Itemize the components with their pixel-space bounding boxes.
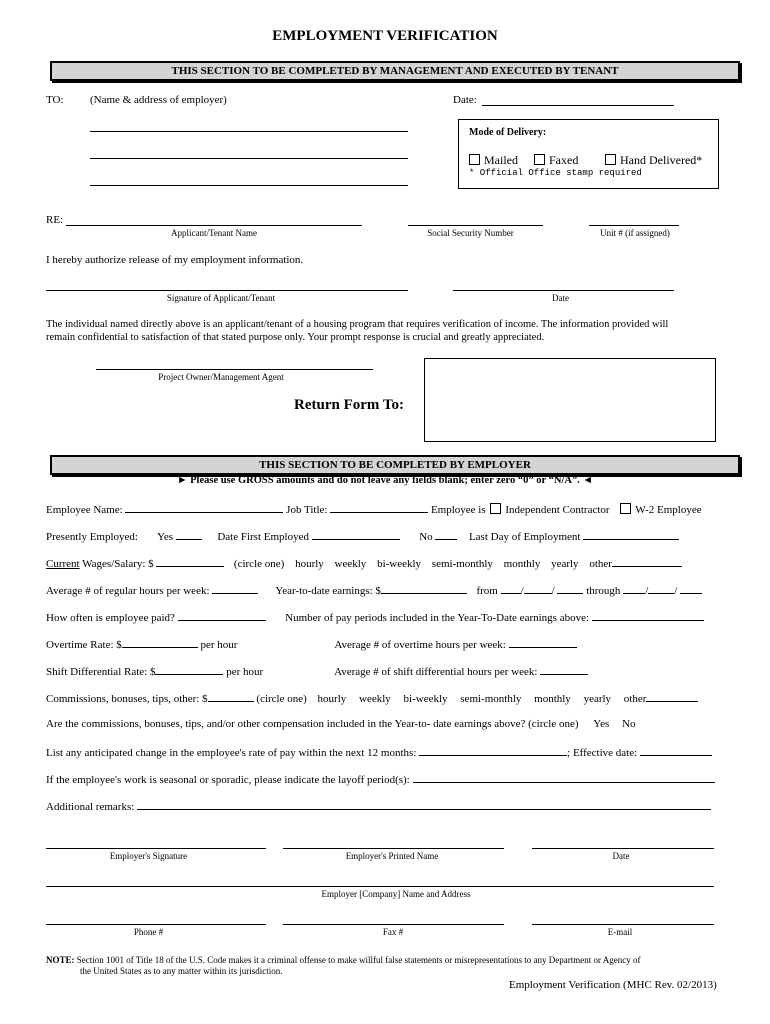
faxed-checkbox[interactable] bbox=[534, 154, 545, 165]
through-year-field[interactable] bbox=[680, 583, 702, 594]
through-day-field[interactable] bbox=[648, 583, 674, 594]
commissions-field[interactable] bbox=[208, 691, 254, 702]
shift-differential-row: Shift Differential Rate: $ per hour Average # of shift differential hours per week: bbox=[46, 664, 588, 678]
employer-address-line-1[interactable] bbox=[90, 131, 408, 132]
legal-note: NOTE: Section 1001 of Title 18 of the U.S. Code makes it a criminal offense to make willful false statements or misrepresentations to any Department or Agency of bbox=[46, 955, 641, 965]
email-caption: E-mail bbox=[607, 927, 633, 937]
page-title: EMPLOYMENT VERIFICATION bbox=[272, 28, 498, 44]
employer-date-caption: Date bbox=[612, 851, 630, 861]
anticipated-change-field[interactable] bbox=[419, 745, 567, 756]
ytd-earnings-field[interactable] bbox=[381, 583, 467, 594]
avg-overtime-field[interactable] bbox=[509, 637, 577, 648]
commissions-row: Commissions, bonuses, tips, other: $ (circle one) hourly weekly bi-weekly semi-monthly monthly yearly other bbox=[46, 691, 698, 705]
employer-printed-name-field[interactable] bbox=[283, 848, 504, 849]
employer-signature-caption: Employer's Signature bbox=[109, 851, 188, 861]
wages-semimonthly[interactable]: semi-monthly bbox=[431, 558, 493, 570]
email-field[interactable] bbox=[532, 924, 714, 925]
applicant-signature-field[interactable] bbox=[46, 290, 408, 291]
wages-weekly[interactable]: weekly bbox=[334, 558, 367, 570]
to-label: TO: bbox=[46, 94, 64, 106]
mode-note: * Official Office stamp required bbox=[469, 168, 642, 178]
comm-semimonthly[interactable]: semi-monthly bbox=[460, 693, 522, 705]
wages-yearly[interactable]: yearly bbox=[551, 558, 579, 570]
employee-name-row: Employee Name: Job Title: Employee is Independent Contractor W-2 Employee bbox=[46, 504, 702, 516]
wages-other-field[interactable] bbox=[612, 556, 682, 567]
ssn-field[interactable] bbox=[408, 225, 543, 226]
comm-biweekly[interactable]: bi-weekly bbox=[403, 693, 448, 705]
avg-shift-field[interactable] bbox=[540, 664, 588, 675]
phone-caption: Phone # bbox=[133, 927, 164, 937]
signature-caption: Signature of Applicant/Tenant bbox=[166, 293, 276, 303]
legal-note-line-2: the United States as to any matter within its jurisdiction. bbox=[80, 966, 283, 976]
remarks-field[interactable] bbox=[137, 799, 711, 810]
re-label: RE: bbox=[46, 214, 64, 226]
authorize-text: I hereby authorize release of my employment information. bbox=[46, 254, 304, 266]
pay-frequency-row: How often is employee paid? Number of pay periods included in the Year-To-Date earnings above: bbox=[46, 610, 704, 624]
signature-date-caption: Date bbox=[552, 293, 569, 303]
shift-rate-field[interactable] bbox=[155, 664, 223, 675]
comm-other-field[interactable] bbox=[646, 691, 698, 702]
hand-delivered-checkbox[interactable] bbox=[605, 154, 616, 165]
date-label: Date: bbox=[453, 94, 477, 106]
wages-monthly[interactable]: monthly bbox=[503, 558, 541, 570]
independent-contractor-checkbox[interactable] bbox=[490, 503, 501, 514]
avg-hours-field[interactable] bbox=[212, 583, 258, 594]
last-day-field[interactable] bbox=[583, 529, 679, 540]
comm-monthly[interactable]: monthly bbox=[534, 693, 571, 705]
return-address-box[interactable] bbox=[424, 358, 716, 442]
pay-frequency-field[interactable] bbox=[178, 610, 266, 621]
hours-ytd-row: Average # of regular hours per week: Year-to-date earnings: $ from / / through / / bbox=[46, 583, 702, 597]
overtime-row: Overtime Rate: $ per hour Average # of overtime hours per week: bbox=[46, 637, 577, 651]
through-month-field[interactable] bbox=[623, 583, 645, 594]
comm-other[interactable]: other bbox=[623, 693, 647, 705]
unit-caption: Unit # (if assigned) bbox=[600, 228, 670, 238]
fax-field[interactable] bbox=[283, 924, 504, 925]
employer-company-caption: Employer [Company] Name and Address bbox=[321, 889, 471, 899]
mode-title: Mode of Delivery: bbox=[469, 127, 547, 138]
overtime-rate-field[interactable] bbox=[122, 637, 198, 648]
wages-hourly[interactable]: hourly bbox=[295, 558, 324, 570]
employer-company-field[interactable] bbox=[46, 886, 714, 887]
remarks-row: Additional remarks: bbox=[46, 799, 711, 813]
phone-field[interactable] bbox=[46, 924, 266, 925]
presently-yes-field[interactable] bbox=[176, 529, 202, 540]
included-question-row: Are the commissions, bonuses, tips, and/or other compensation included in the Year-to- date earnings above? (circle one) Yes No bbox=[46, 718, 636, 730]
hand-delivered-option[interactable]: Hand Delivered* bbox=[605, 153, 702, 168]
employer-address-line-3[interactable] bbox=[90, 185, 408, 186]
gross-instruction: ► Please use GROSS amounts and do not leave any fields blank; enter zero “0” or “N/A”. ◄ bbox=[177, 475, 593, 486]
faxed-option[interactable]: Faxed bbox=[534, 153, 578, 168]
from-day-field[interactable] bbox=[524, 583, 552, 594]
effective-date-field[interactable] bbox=[640, 745, 712, 756]
paragraph-line-2: remain confidential to satisfaction of that stated purpose only. Your prompt response is crucial and greatly appreciated. bbox=[46, 332, 545, 343]
date-first-employed-field[interactable] bbox=[312, 529, 400, 540]
anticipated-change-row: List any anticipated change in the employee's rate of pay within the next 12 months: ; Effective date: bbox=[46, 745, 712, 759]
employee-name-field[interactable] bbox=[125, 502, 283, 513]
fax-caption: Fax # bbox=[382, 927, 404, 937]
current-wages-field[interactable] bbox=[156, 556, 224, 567]
w2-employee-checkbox[interactable] bbox=[620, 503, 631, 514]
applicant-name-field[interactable] bbox=[66, 225, 362, 226]
return-form-label: Return Form To: bbox=[294, 397, 404, 413]
form-revision-footer: Employment Verification (MHC Rev. 02/2013) bbox=[509, 979, 717, 991]
wages-other[interactable]: other bbox=[589, 558, 612, 570]
mailed-checkbox[interactable] bbox=[469, 154, 480, 165]
from-year-field[interactable] bbox=[557, 583, 583, 594]
pay-periods-field[interactable] bbox=[592, 610, 704, 621]
ssn-caption: Social Security Number bbox=[427, 228, 514, 238]
employer-date-field[interactable] bbox=[532, 848, 714, 849]
date-field[interactable] bbox=[482, 105, 674, 106]
from-month-field[interactable] bbox=[501, 583, 521, 594]
employer-address-line-2[interactable] bbox=[90, 158, 408, 159]
paragraph-line-1: The individual named directly above is an applicant/tenant of a housing program that requires verification of income. The information provided will bbox=[46, 319, 669, 330]
owner-caption: Project Owner/Management Agent bbox=[158, 372, 284, 382]
comm-weekly[interactable]: weekly bbox=[359, 693, 391, 705]
layoff-period-field[interactable] bbox=[413, 772, 715, 783]
seasonal-row: If the employee's work is seasonal or sporadic, please indicate the layoff period(s): bbox=[46, 772, 715, 786]
signature-date-field[interactable] bbox=[453, 290, 674, 291]
included-no[interactable]: No bbox=[622, 718, 636, 730]
wages-biweekly[interactable]: bi-weekly bbox=[377, 558, 422, 570]
presently-no-field[interactable] bbox=[435, 529, 457, 540]
section-header-management: THIS SECTION TO BE COMPLETED BY MANAGEMENT AND EXECUTED BY TENANT bbox=[50, 61, 740, 81]
section-header-employer: THIS SECTION TO BE COMPLETED BY EMPLOYER bbox=[50, 455, 740, 475]
comm-hourly[interactable]: hourly bbox=[317, 693, 347, 705]
owner-signature-field[interactable] bbox=[96, 369, 373, 370]
job-title-field[interactable] bbox=[330, 502, 428, 513]
mailed-option[interactable]: Mailed bbox=[469, 153, 518, 168]
applicant-caption: Applicant/Tenant Name bbox=[170, 228, 258, 238]
employer-signature-field[interactable] bbox=[46, 848, 266, 849]
unit-field[interactable] bbox=[589, 225, 679, 226]
included-yes[interactable]: Yes bbox=[593, 718, 610, 730]
to-hint: (Name & address of employer) bbox=[90, 94, 227, 106]
comm-yearly[interactable]: yearly bbox=[583, 693, 612, 705]
presently-employed-row: Presently Employed: Yes Date First Employed No Last Day of Employment bbox=[46, 529, 679, 543]
employer-printed-name-caption: Employer's Printed Name bbox=[345, 851, 439, 861]
current-wages-row: Current Wages/Salary: $ (circle one) hourly weekly bi-weekly semi-monthly monthly yearly other bbox=[46, 556, 682, 570]
mode-of-delivery-box bbox=[458, 119, 719, 189]
